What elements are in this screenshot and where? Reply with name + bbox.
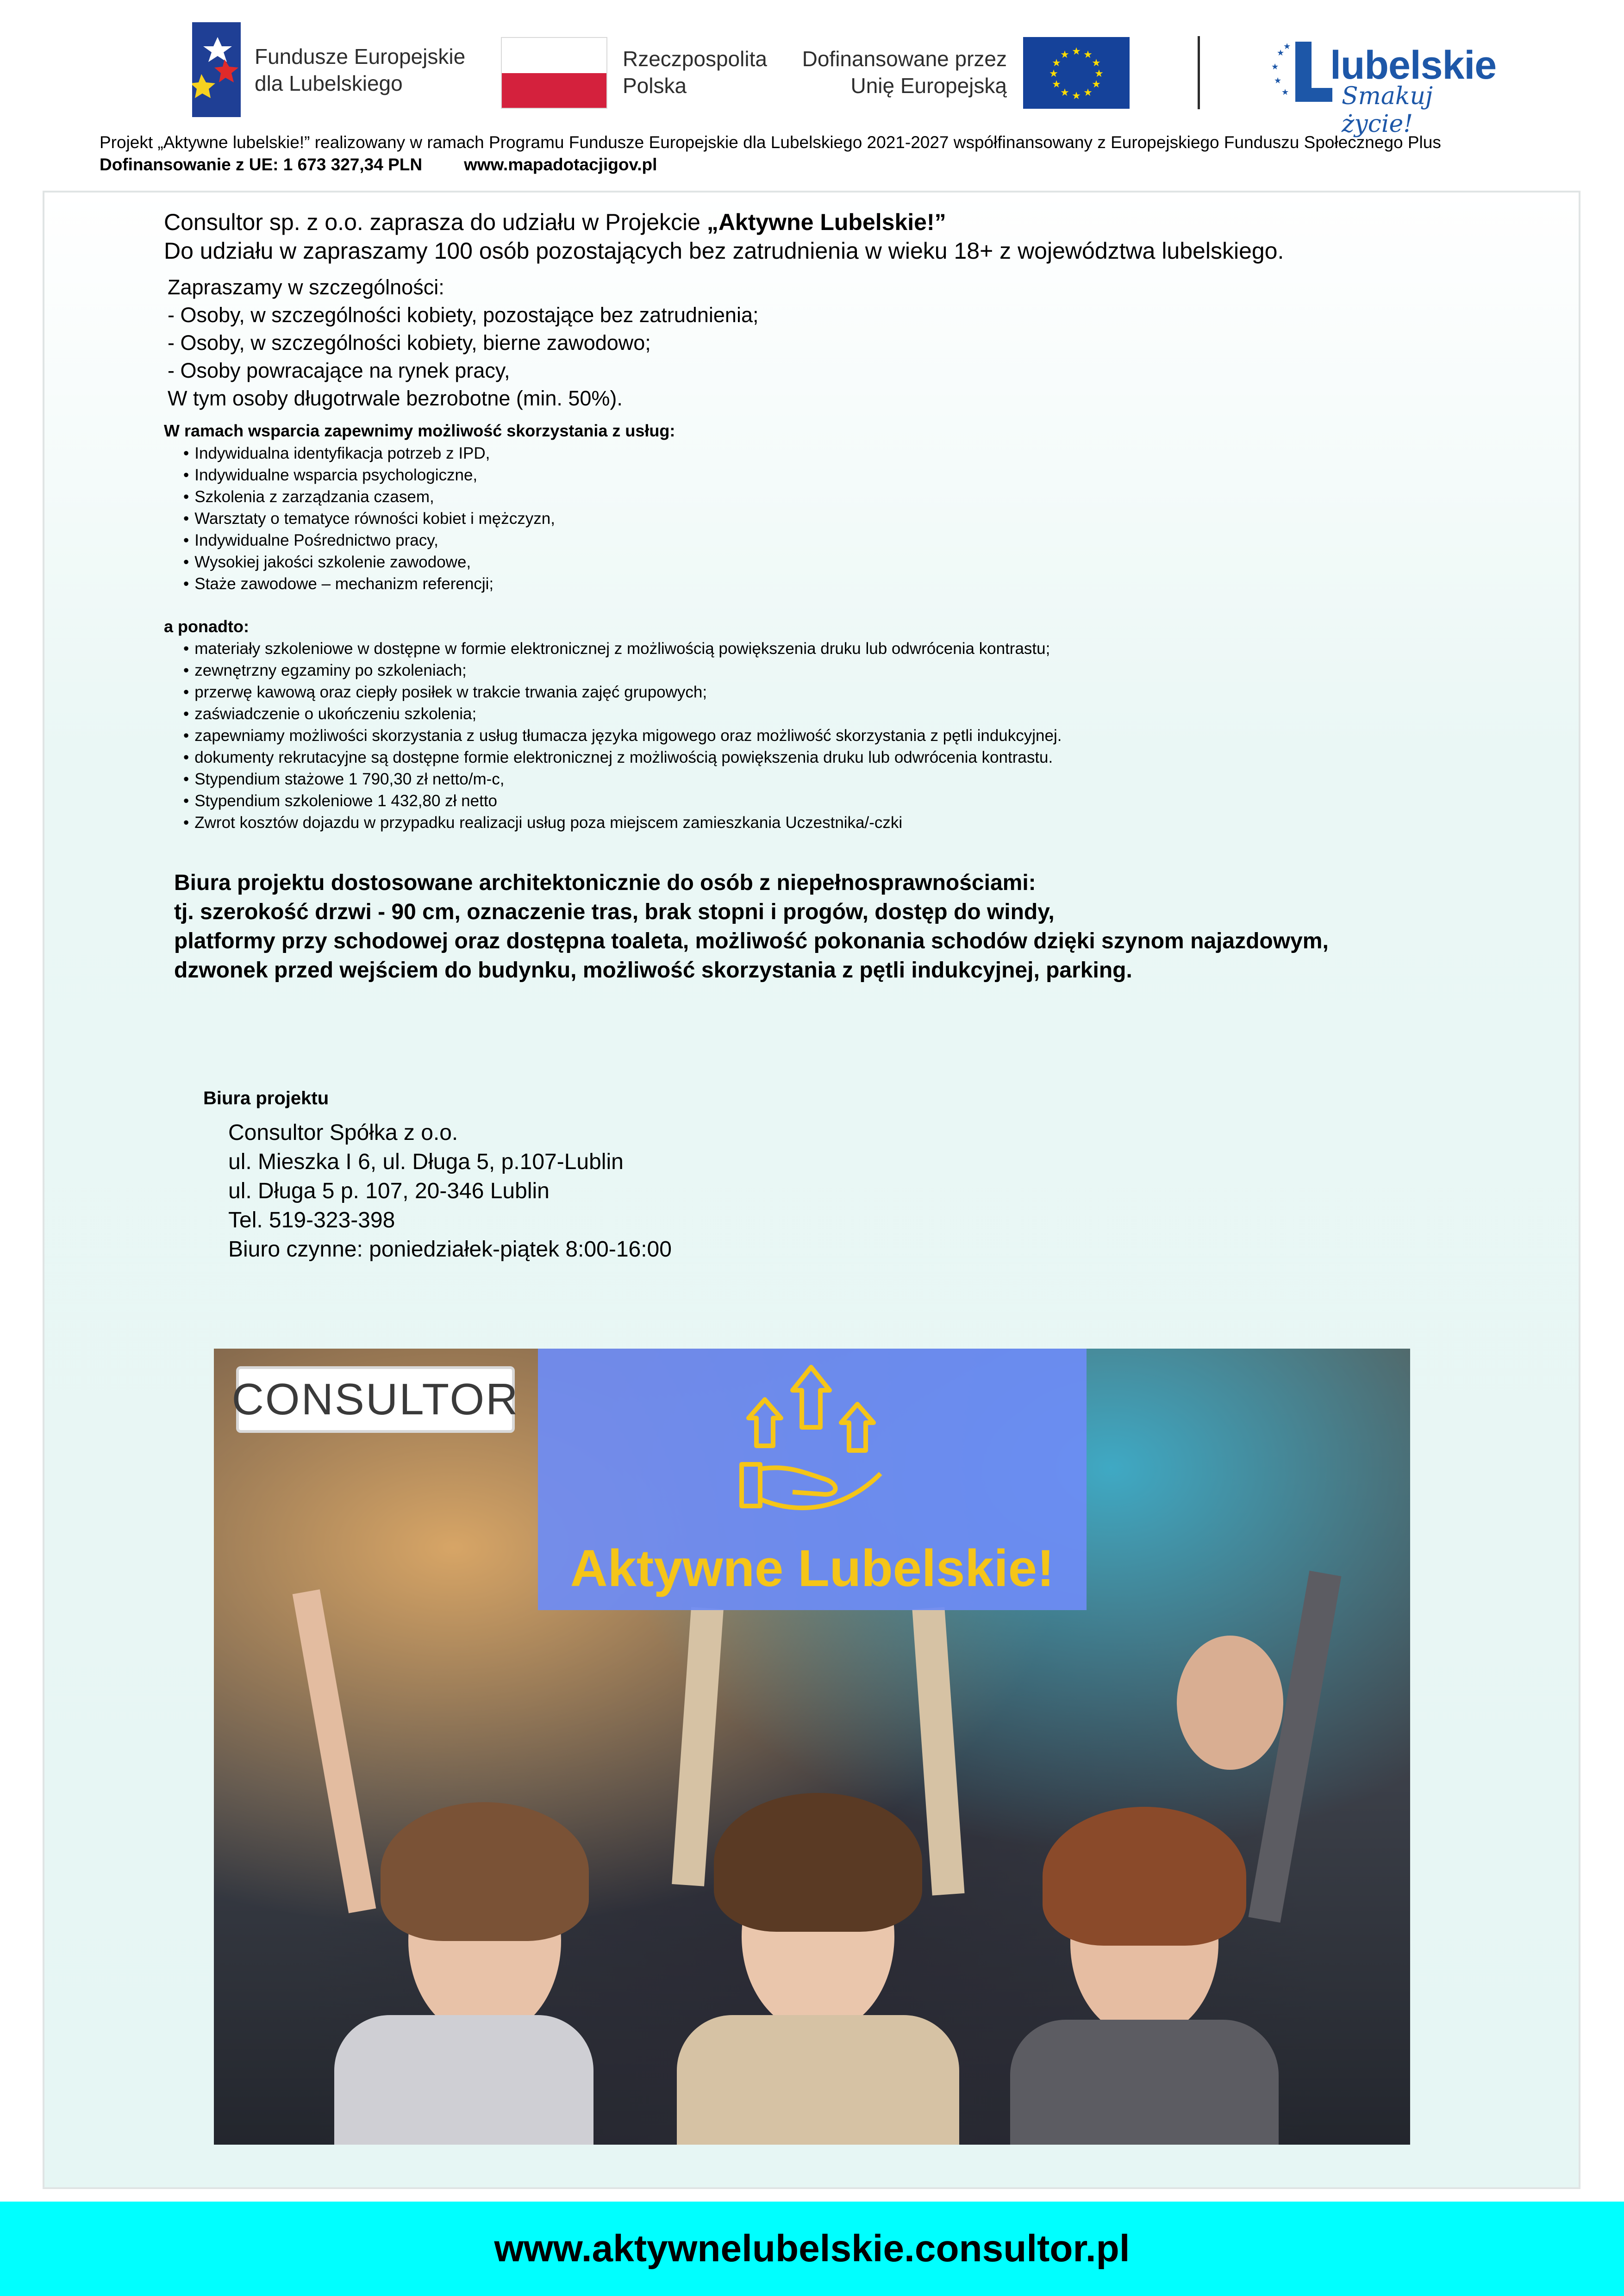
svg-text:★: ★ — [1092, 57, 1101, 69]
svg-text:★: ★ — [1049, 68, 1058, 80]
svg-text:★: ★ — [1274, 76, 1282, 86]
services-list — [183, 442, 555, 595]
list-item: • przerwę kawową oraz ciepły posiłek w trakcie trwania zajęć grupowych; — [183, 681, 1062, 703]
lubelskie-name: lubelskie — [1330, 43, 1497, 87]
aktywne-lubelskie-banner — [538, 1349, 1087, 1610]
office-heading: Biura projektu — [203, 1088, 329, 1108]
project-name: „Aktywne Lubelskie!” — [706, 209, 946, 235]
invite-item: - Osoby powracające na rynek pracy, — [168, 359, 510, 382]
accessibility-line: tj. szerokość drzwi - 90 cm, oznaczenie tras, brak stopni i progów, dostęp do windy, — [174, 900, 1055, 924]
person-face — [1177, 1636, 1283, 1770]
lubelskie-logo — [1268, 32, 1497, 138]
funding-amount: Dofinansowanie z UE: 1 673 327,34 PLN — [100, 155, 423, 174]
person-jacket — [677, 2015, 959, 2145]
list-item: • Indywidualne Pośrednictwo pracy, — [183, 529, 555, 551]
svg-text:★: ★ — [1072, 90, 1081, 102]
svg-text:★: ★ — [1271, 62, 1279, 72]
accessibility-line: dzwonek przed wejściem do budynku, możliwość skorzystania z pętli indukcyjnej, parking. — [174, 958, 1132, 983]
raised-arm — [293, 1589, 376, 1913]
logo-bar — [0, 0, 1624, 138]
list-item: • Indywidualna identyfikacja potrzeb z IPD, — [183, 442, 555, 464]
svg-text:★: ★ — [1060, 87, 1069, 99]
office-address: ul. Mieszka I 6, ul. Długa 5, p.107-Lublin — [228, 1150, 624, 1174]
banner-title: Aktywne Lubelskie! — [570, 1539, 1055, 1597]
person-hair — [381, 1802, 589, 1941]
svg-text:★: ★ — [1281, 87, 1289, 97]
footer-bar — [0, 2202, 1624, 2296]
list-item: • dokumenty rekrutacyjne są dostępne formie elektronicznej z możliwością powiększenia druku lub odwrócenia kontrastu. — [183, 747, 1062, 768]
funding-line — [100, 155, 699, 174]
svg-text:★: ★ — [1052, 79, 1061, 90]
list-item: • zaświadczenie o ukończeniu szkolenia; — [183, 703, 1062, 725]
consultor-logo: CONSULTOR — [236, 1366, 515, 1433]
list-item: • Indywidualne wsparcia psychologiczne, — [183, 464, 555, 486]
eu-funding-text — [796, 45, 1007, 99]
invite-heading: Zapraszamy w szczególności: — [168, 275, 444, 299]
person-hair — [714, 1793, 922, 1932]
extras-heading: a ponadto: — [164, 617, 249, 636]
office-address: ul. Długa 5 p. 107, 20-346 Lublin — [228, 1179, 550, 1203]
svg-text:★: ★ — [1092, 79, 1101, 90]
list-item: • zapewniamy możliwości skorzystania z usług tłumacza języka migowego oraz możliwość skorzystania z pętli indukcyjnej. — [183, 725, 1062, 747]
office-phone: Tel. 519-323-398 — [228, 1208, 395, 1232]
intro-line-1 — [164, 208, 946, 236]
svg-text:★: ★ — [1052, 57, 1061, 69]
logo-divider — [1198, 36, 1200, 109]
ue-line1: Dofinansowane przez — [802, 47, 1007, 71]
list-item: • Zwrot kosztów dojazdu w przypadku realizacji usług poza miejscem zamieszkania Uczestnika/-czki — [183, 812, 1062, 834]
services-heading: W ramach wsparcia zapewnimy możliwość skorzystania z usług: — [164, 421, 675, 440]
list-item: • materiały szkoleniowe w dostępne w formie elektronicznej z możliwością powiększenia druku lub odwrócenia kontrastu; — [183, 638, 1062, 660]
ue-line2: Unię Europejską — [850, 74, 1007, 98]
rzeczpospolita-logo-text — [623, 45, 767, 99]
extras-list — [183, 638, 1062, 834]
accessibility-heading: Biura projektu dostosowane architektonicznie do osób z niepełnosprawnościami: — [174, 871, 1036, 895]
svg-text:★: ★ — [1060, 49, 1069, 61]
intro-prefix: Consultor sp. z o.o. zaprasza do udziału w Projekcie — [164, 209, 707, 235]
fe-logo-line1: Fundusze Europejskie — [255, 44, 466, 68]
lubelskie-tagline: Smakuj życie! — [1342, 82, 1433, 138]
list-item: • Stypendium stażowe 1 790,30 zł netto/m-c, — [183, 768, 1062, 790]
poland-flag-icon — [501, 37, 607, 109]
svg-text:★: ★ — [1094, 68, 1104, 80]
raised-arm — [672, 1607, 724, 1886]
person-shirt — [334, 2015, 593, 2145]
svg-text:★: ★ — [1072, 46, 1081, 57]
rp-line2: Polska — [623, 74, 687, 98]
list-item: • Szkolenia z zarządzania czasem, — [183, 486, 555, 508]
eu-flag-icon — [1023, 37, 1130, 109]
funding-url: www.mapadotacjigov.pl — [464, 155, 657, 174]
office-hours: Biuro czynne: poniedziałek-piątek 8:00-16:00 — [228, 1237, 672, 1262]
fundusze-europejskie-icon — [192, 22, 241, 117]
person-jacket — [1010, 2020, 1279, 2145]
invite-item: - Osoby, w szczególności kobiety, pozostające bez zatrudnienia; — [168, 303, 759, 327]
promo-photo — [214, 1349, 1410, 2145]
list-item: • zewnętrzny egzaminy po szkoleniach; — [183, 660, 1062, 681]
growth-hand-icon — [732, 1358, 890, 1520]
fundusze-europejskie-logo — [192, 22, 465, 117]
rp-line1: Rzeczpospolita — [623, 47, 767, 71]
fe-logo-line2: dla Lubelskiego — [255, 71, 403, 95]
svg-text:★: ★ — [1283, 42, 1291, 51]
invite-item: - Osoby, w szczególności kobiety, bierne zawodowo; — [168, 331, 651, 355]
svg-text:★: ★ — [1277, 48, 1285, 58]
office-address-block — [228, 1118, 672, 1264]
invite-note: W tym osoby długotrwale bezrobotne (min. 50%). — [168, 386, 623, 410]
accessibility-line: platformy przy schodowej oraz dostępna toaleta, możliwość pokonania schodów dzięki szynom najazdowym, — [174, 929, 1329, 953]
list-item: • Warsztaty o tematyce równości kobiet i mężczyzn, — [183, 508, 555, 529]
svg-text:★: ★ — [1083, 49, 1093, 61]
person-hair — [1043, 1807, 1246, 1946]
office-company: Consultor Spółka z o.o. — [228, 1120, 458, 1145]
list-item: • Stypendium szkoleniowe 1 432,80 zł netto — [183, 790, 1062, 812]
svg-text:★: ★ — [1083, 87, 1093, 99]
project-description-line: Projekt „Aktywne lubelskie!” realizowany w ramach Programu Fundusze Europejskie dla Lubelskiego 2021-2027 współfinansowany z Europejskiego Funduszu Społecznego Plus — [100, 133, 1441, 152]
list-item: • Wysokiej jakości szkolenie zawodowe, — [183, 551, 555, 573]
lubelskie-l-icon — [1268, 32, 1337, 111]
list-item: • Staże zawodowe – mechanizm referencji; — [183, 573, 555, 595]
website-link[interactable]: www.aktywnelubelskie.consultor.pl — [494, 2228, 1130, 2270]
intro-line-2: Do udziału w zapraszamy 100 osób pozostających bez zatrudnienia w wieku 18+ z województwa lubelskiego. — [164, 238, 1284, 264]
